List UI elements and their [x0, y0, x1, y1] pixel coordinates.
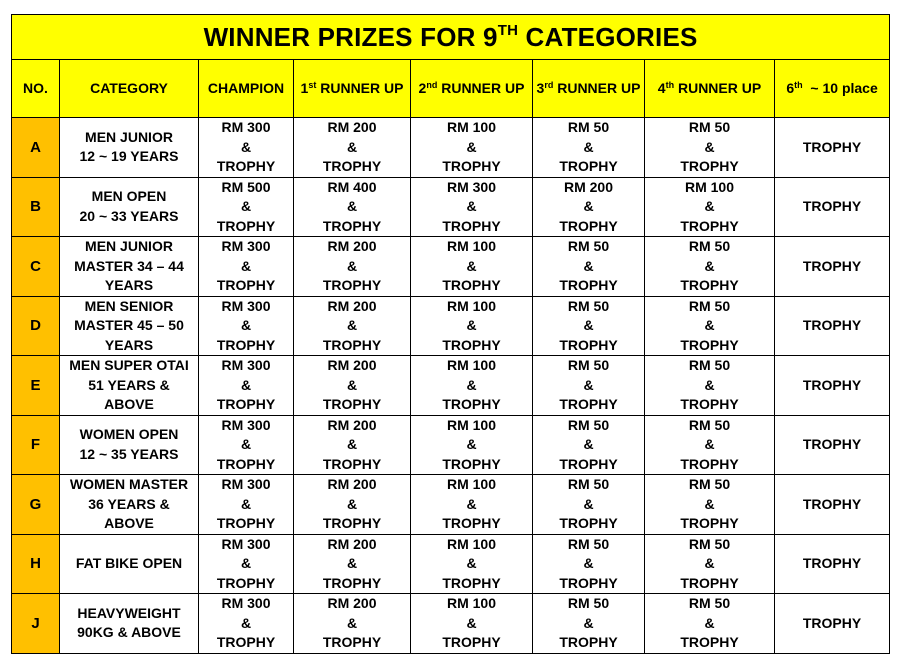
- prize-ampersand: &: [704, 614, 715, 631]
- header-ordinal: th: [794, 80, 803, 90]
- table-body: [12, 118, 890, 654]
- category-line: MASTER 45 – 50: [74, 317, 184, 333]
- category-line: HEAVYWEIGHT: [77, 604, 181, 621]
- prize-ampersand: &: [466, 436, 477, 452]
- prize-amount: RM 100: [446, 476, 497, 492]
- runner-up-2-cell: [411, 356, 533, 416]
- category-cell: [60, 296, 199, 356]
- category-line: 20 ~ 33 YEARS: [79, 207, 179, 224]
- champion-cell: [199, 118, 294, 178]
- runner-up-3-cell: [533, 356, 645, 416]
- prize-ampersand: &: [346, 555, 358, 571]
- prize-ampersand: &: [583, 495, 594, 512]
- category-cell: [60, 118, 199, 178]
- prize-amount: RM 300: [221, 297, 271, 314]
- champion-cell: [199, 475, 294, 535]
- prize-trophy: TROPHY: [216, 396, 276, 412]
- runner-up-4-cell: [645, 237, 775, 297]
- category-line: YEARS: [104, 336, 154, 353]
- prize-trophy: TROPHY: [559, 455, 618, 472]
- title-rest: CATEGORIES: [518, 21, 698, 52]
- prize-ampersand: &: [240, 198, 252, 214]
- prize-trophy: TROPHY: [216, 634, 276, 650]
- prize-trophy: TROPHY: [442, 455, 501, 472]
- prize-ampersand: &: [583, 138, 594, 155]
- prize-amount: RM 100: [446, 238, 497, 254]
- runner-up-4-cell: [645, 296, 775, 356]
- table-row: [12, 475, 890, 535]
- prize-trophy: TROPHY: [680, 336, 739, 353]
- prize-amount: RM 100: [446, 119, 497, 135]
- prize-trophy: TROPHY: [442, 574, 501, 591]
- prize-ampersand: &: [466, 376, 477, 393]
- category-line: MEN OPEN: [91, 188, 167, 205]
- header-text: RUNNER UP: [316, 80, 404, 96]
- category-no: F: [12, 415, 60, 475]
- prize-trophy: TROPHY: [216, 158, 276, 174]
- prize-amount: RM 100: [446, 595, 497, 611]
- prize-ampersand: &: [346, 257, 358, 274]
- runner-up-3-cell: [533, 475, 645, 535]
- prize-trophy: TROPHY: [559, 158, 618, 174]
- runner-up-3-cell: [533, 534, 645, 594]
- runner-up-2-cell: [411, 118, 533, 178]
- header-champion: CHAMPION: [199, 60, 294, 118]
- category-no: A: [12, 118, 60, 178]
- prize-trophy: TROPHY: [216, 515, 276, 531]
- champion-cell: [199, 237, 294, 297]
- header-runner-up-4: [645, 60, 775, 118]
- champion-cell: [199, 415, 294, 475]
- table-row: [12, 296, 890, 356]
- place-6-10-cell: TROPHY: [775, 356, 890, 416]
- category-line: MEN SUPER OTAI: [69, 357, 189, 373]
- prize-amount: RM 100: [684, 178, 735, 195]
- category-line: MASTER 34 – 44: [74, 257, 184, 274]
- prize-trophy: TROPHY: [680, 634, 739, 650]
- prize-amount: RM 50: [688, 357, 731, 373]
- header-category: CATEGORY: [60, 60, 199, 118]
- header-runner-up-1: [294, 60, 411, 118]
- runner-up-2-cell: [411, 534, 533, 594]
- prize-amount: RM 50: [688, 119, 731, 135]
- prize-trophy: TROPHY: [559, 515, 618, 531]
- prize-trophy: TROPHY: [680, 158, 739, 174]
- runner-up-1-cell: [294, 118, 411, 178]
- prize-ampersand: &: [240, 317, 252, 333]
- header-ordinal: nd: [426, 80, 438, 90]
- category-line: MEN JUNIOR: [85, 128, 173, 145]
- header-num: 6: [786, 80, 795, 96]
- prize-ampersand: &: [240, 436, 252, 452]
- prize-trophy: TROPHY: [680, 455, 739, 472]
- prize-trophy: TROPHY: [216, 336, 276, 353]
- header-ordinal: th: [665, 80, 675, 90]
- header-text: RUNNER UP: [553, 80, 641, 96]
- table-row: [12, 534, 890, 594]
- prize-trophy: TROPHY: [216, 277, 276, 293]
- prize-ampersand: &: [704, 376, 715, 393]
- prize-ampersand: &: [240, 376, 252, 393]
- prize-amount: RM 100: [446, 357, 497, 373]
- prize-amount: RM 200: [563, 178, 614, 195]
- prize-ampersand: &: [240, 614, 252, 631]
- prize-amount: RM 50: [688, 297, 731, 314]
- prize-trophy: TROPHY: [442, 336, 501, 353]
- prize-amount: RM 50: [567, 119, 610, 135]
- prize-trophy: TROPHY: [442, 515, 501, 531]
- runner-up-3-cell: [533, 296, 645, 356]
- place-6-10-cell: TROPHY: [775, 594, 890, 654]
- place-6-10-cell: TROPHY: [775, 415, 890, 475]
- prize-ampersand: &: [240, 138, 252, 155]
- prize-trophy: TROPHY: [442, 158, 501, 174]
- place-6-10-cell: TROPHY: [775, 237, 890, 297]
- table-row: [12, 356, 890, 416]
- runner-up-2-cell: [411, 415, 533, 475]
- category-no: H: [12, 534, 60, 594]
- runner-up-1-cell: [294, 356, 411, 416]
- category-line: FAT BIKE OPEN: [75, 555, 183, 571]
- category-line: YEARS: [104, 277, 154, 293]
- prize-amount: RM 200: [327, 119, 377, 135]
- prize-trophy: TROPHY: [559, 277, 618, 293]
- category-no: C: [12, 237, 60, 297]
- prize-trophy: TROPHY: [322, 277, 382, 293]
- prize-trophy: TROPHY: [442, 277, 501, 293]
- prize-ampersand: &: [346, 138, 358, 155]
- runner-up-1-cell: [294, 177, 411, 237]
- category-cell: [60, 415, 199, 475]
- header-num: 3: [536, 80, 545, 96]
- prize-trophy: TROPHY: [559, 217, 618, 234]
- prize-trophy: TROPHY: [216, 217, 276, 234]
- runner-up-2-cell: [411, 475, 533, 535]
- champion-cell: [199, 356, 294, 416]
- prize-ampersand: &: [704, 257, 715, 274]
- prize-trophy: TROPHY: [680, 515, 739, 531]
- prize-ampersand: &: [466, 138, 477, 155]
- prize-trophy: TROPHY: [322, 396, 382, 412]
- prize-trophy: TROPHY: [680, 217, 739, 234]
- prize-ampersand: &: [346, 376, 358, 393]
- prize-trophy: TROPHY: [559, 336, 618, 353]
- table-row: [12, 118, 890, 178]
- header-num: 2: [418, 80, 427, 96]
- prize-ampersand: &: [704, 317, 715, 333]
- prize-ampersand: &: [346, 614, 358, 631]
- prize-trophy: TROPHY: [322, 158, 382, 174]
- runner-up-2-cell: [411, 177, 533, 237]
- prize-trophy: TROPHY: [322, 634, 382, 650]
- prize-trophy: TROPHY: [322, 515, 382, 531]
- category-line: 90KG & ABOVE: [77, 624, 181, 641]
- runner-up-2-cell: [411, 237, 533, 297]
- prize-amount: RM 50: [567, 357, 610, 373]
- header-6th-10th-place: [775, 60, 890, 118]
- header-runner-up-3: [533, 60, 645, 118]
- prize-ampersand: &: [704, 495, 715, 512]
- prize-amount: RM 200: [327, 357, 377, 373]
- category-cell: [60, 356, 199, 416]
- runner-up-3-cell: [533, 594, 645, 654]
- header-ordinal: st: [308, 80, 317, 90]
- prize-amount: RM 50: [688, 238, 731, 254]
- category-no: B: [12, 177, 60, 237]
- prize-trophy: TROPHY: [559, 574, 618, 591]
- prize-amount: RM 200: [327, 416, 377, 433]
- prize-trophy: TROPHY: [559, 396, 618, 412]
- runner-up-1-cell: [294, 594, 411, 654]
- prize-trophy: TROPHY: [442, 217, 501, 234]
- prize-trophy: TROPHY: [322, 217, 382, 234]
- table-row: [12, 594, 890, 654]
- prize-ampersand: &: [466, 198, 477, 214]
- runner-up-4-cell: [645, 415, 775, 475]
- champion-cell: [199, 177, 294, 237]
- prize-trophy: TROPHY: [442, 634, 501, 650]
- prize-ampersand: &: [583, 257, 594, 274]
- place-6-10-cell: TROPHY: [775, 534, 890, 594]
- runner-up-4-cell: [645, 475, 775, 535]
- runner-up-4-cell: [645, 118, 775, 178]
- title-superscript: TH: [497, 21, 519, 39]
- category-line: 12 ~ 19 YEARS: [79, 148, 179, 165]
- prize-trophy: TROPHY: [322, 455, 382, 472]
- category-line: MEN JUNIOR: [85, 238, 173, 254]
- runner-up-3-cell: [533, 237, 645, 297]
- header-num: 1: [300, 80, 309, 96]
- header-no: NO.: [12, 60, 60, 118]
- prize-ampersand: &: [346, 317, 358, 333]
- category-line: 12 ~ 35 YEARS: [79, 445, 179, 462]
- prize-trophy: TROPHY: [559, 634, 618, 650]
- prize-ampersand: &: [583, 436, 594, 452]
- runner-up-1-cell: [294, 475, 411, 535]
- prize-table: [11, 14, 890, 654]
- category-cell: [60, 534, 199, 594]
- category-line: ABOVE: [104, 515, 154, 531]
- prize-trophy: TROPHY: [442, 396, 501, 412]
- place-6-10-cell: TROPHY: [775, 177, 890, 237]
- place-6-10-cell: TROPHY: [775, 118, 890, 178]
- prize-amount: RM 50: [688, 595, 731, 611]
- table-row: [12, 177, 890, 237]
- prize-ampersand: &: [466, 317, 477, 333]
- header-num: 4: [657, 80, 666, 96]
- category-cell: [60, 475, 199, 535]
- runner-up-1-cell: [294, 296, 411, 356]
- category-no: G: [12, 475, 60, 535]
- prize-amount: RM 100: [446, 535, 497, 552]
- prize-amount: RM 300: [446, 178, 497, 195]
- prize-ampersand: &: [346, 198, 358, 214]
- runner-up-3-cell: [533, 118, 645, 178]
- prize-amount: RM 50: [567, 297, 610, 314]
- prize-amount: RM 100: [446, 416, 497, 433]
- place-6-10-cell: TROPHY: [775, 296, 890, 356]
- prize-ampersand: &: [346, 436, 358, 452]
- prize-amount: RM 300: [221, 119, 271, 135]
- category-line: WOMEN OPEN: [79, 426, 179, 443]
- prize-amount: RM 200: [327, 297, 377, 314]
- prize-amount: RM 200: [327, 535, 377, 552]
- prize-trophy: TROPHY: [322, 336, 382, 353]
- category-line: WOMEN MASTER: [69, 476, 189, 492]
- category-cell: [60, 237, 199, 297]
- prize-amount: RM 400: [327, 178, 377, 195]
- category-cell: [60, 177, 199, 237]
- prize-amount: RM 100: [446, 297, 497, 314]
- category-line: 36 YEARS &: [88, 495, 170, 512]
- champion-cell: [199, 296, 294, 356]
- prize-ampersand: &: [704, 198, 715, 214]
- header-text: RUNNER UP: [674, 80, 762, 96]
- prize-amount: RM 50: [567, 595, 610, 611]
- category-no: D: [12, 296, 60, 356]
- prize-ampersand: &: [466, 555, 477, 571]
- prize-ampersand: &: [240, 495, 252, 512]
- category-cell: [60, 594, 199, 654]
- runner-up-4-cell: [645, 534, 775, 594]
- prize-ampersand: &: [704, 436, 715, 452]
- prize-trophy: TROPHY: [322, 574, 382, 591]
- runner-up-4-cell: [645, 356, 775, 416]
- prize-amount: RM 50: [688, 535, 731, 552]
- place-6-10-cell: TROPHY: [775, 475, 890, 535]
- prize-amount: RM 300: [221, 476, 271, 492]
- prize-trophy: TROPHY: [680, 574, 739, 591]
- category-line: 51 YEARS &: [88, 376, 170, 393]
- prize-amount: RM 300: [221, 595, 271, 611]
- champion-cell: [199, 594, 294, 654]
- prize-amount: RM 500: [221, 178, 271, 195]
- runner-up-4-cell: [645, 177, 775, 237]
- runner-up-2-cell: [411, 296, 533, 356]
- runner-up-4-cell: [645, 594, 775, 654]
- prize-ampersand: &: [583, 376, 594, 393]
- prize-ampersand: &: [466, 495, 477, 512]
- prize-trophy: TROPHY: [680, 277, 739, 293]
- category-no: J: [12, 594, 60, 654]
- prize-amount: RM 50: [567, 476, 610, 492]
- header-text: ~ 10 place: [802, 80, 878, 96]
- title-main: WINNER PRIZES FOR 9: [203, 21, 498, 52]
- header-ordinal: rd: [544, 80, 554, 90]
- prize-ampersand: &: [346, 495, 358, 512]
- table-row: [12, 237, 890, 297]
- prize-ampersand: &: [466, 257, 477, 274]
- prize-amount: RM 300: [221, 238, 271, 254]
- champion-cell: [199, 534, 294, 594]
- prize-amount: RM 50: [688, 416, 731, 433]
- category-line: MEN SENIOR: [84, 297, 174, 314]
- prize-ampersand: &: [466, 614, 477, 631]
- prize-amount: RM 300: [221, 416, 271, 433]
- prize-trophy: TROPHY: [216, 455, 276, 472]
- runner-up-1-cell: [294, 237, 411, 297]
- prize-amount: RM 300: [221, 535, 271, 552]
- prize-ampersand: &: [240, 257, 252, 274]
- prize-ampersand: &: [704, 555, 715, 571]
- header-row: [12, 60, 890, 118]
- prize-ampersand: &: [583, 555, 594, 571]
- table-row: [12, 415, 890, 475]
- prize-trophy: TROPHY: [680, 396, 739, 412]
- prize-amount: RM 50: [567, 535, 610, 552]
- runner-up-1-cell: [294, 534, 411, 594]
- runner-up-2-cell: [411, 594, 533, 654]
- prize-ampersand: &: [240, 555, 252, 571]
- runner-up-1-cell: [294, 415, 411, 475]
- category-line: ABOVE: [104, 396, 154, 412]
- prize-amount: RM 200: [327, 595, 377, 611]
- prize-ampersand: &: [583, 614, 594, 631]
- prize-amount: RM 200: [327, 476, 377, 492]
- runner-up-3-cell: [533, 177, 645, 237]
- prize-ampersand: &: [583, 198, 594, 214]
- prize-amount: RM 300: [221, 357, 271, 373]
- header-text: RUNNER UP: [437, 80, 525, 96]
- prize-trophy: TROPHY: [216, 574, 276, 591]
- runner-up-3-cell: [533, 415, 645, 475]
- category-no: E: [12, 356, 60, 416]
- prize-amount: RM 200: [327, 238, 377, 254]
- table-title: [12, 15, 890, 60]
- prize-amount: RM 50: [567, 238, 610, 254]
- prize-ampersand: &: [704, 138, 715, 155]
- prize-amount: RM 50: [688, 476, 731, 492]
- prize-ampersand: &: [583, 317, 594, 333]
- prize-amount: RM 50: [567, 416, 610, 433]
- header-runner-up-2: [411, 60, 533, 118]
